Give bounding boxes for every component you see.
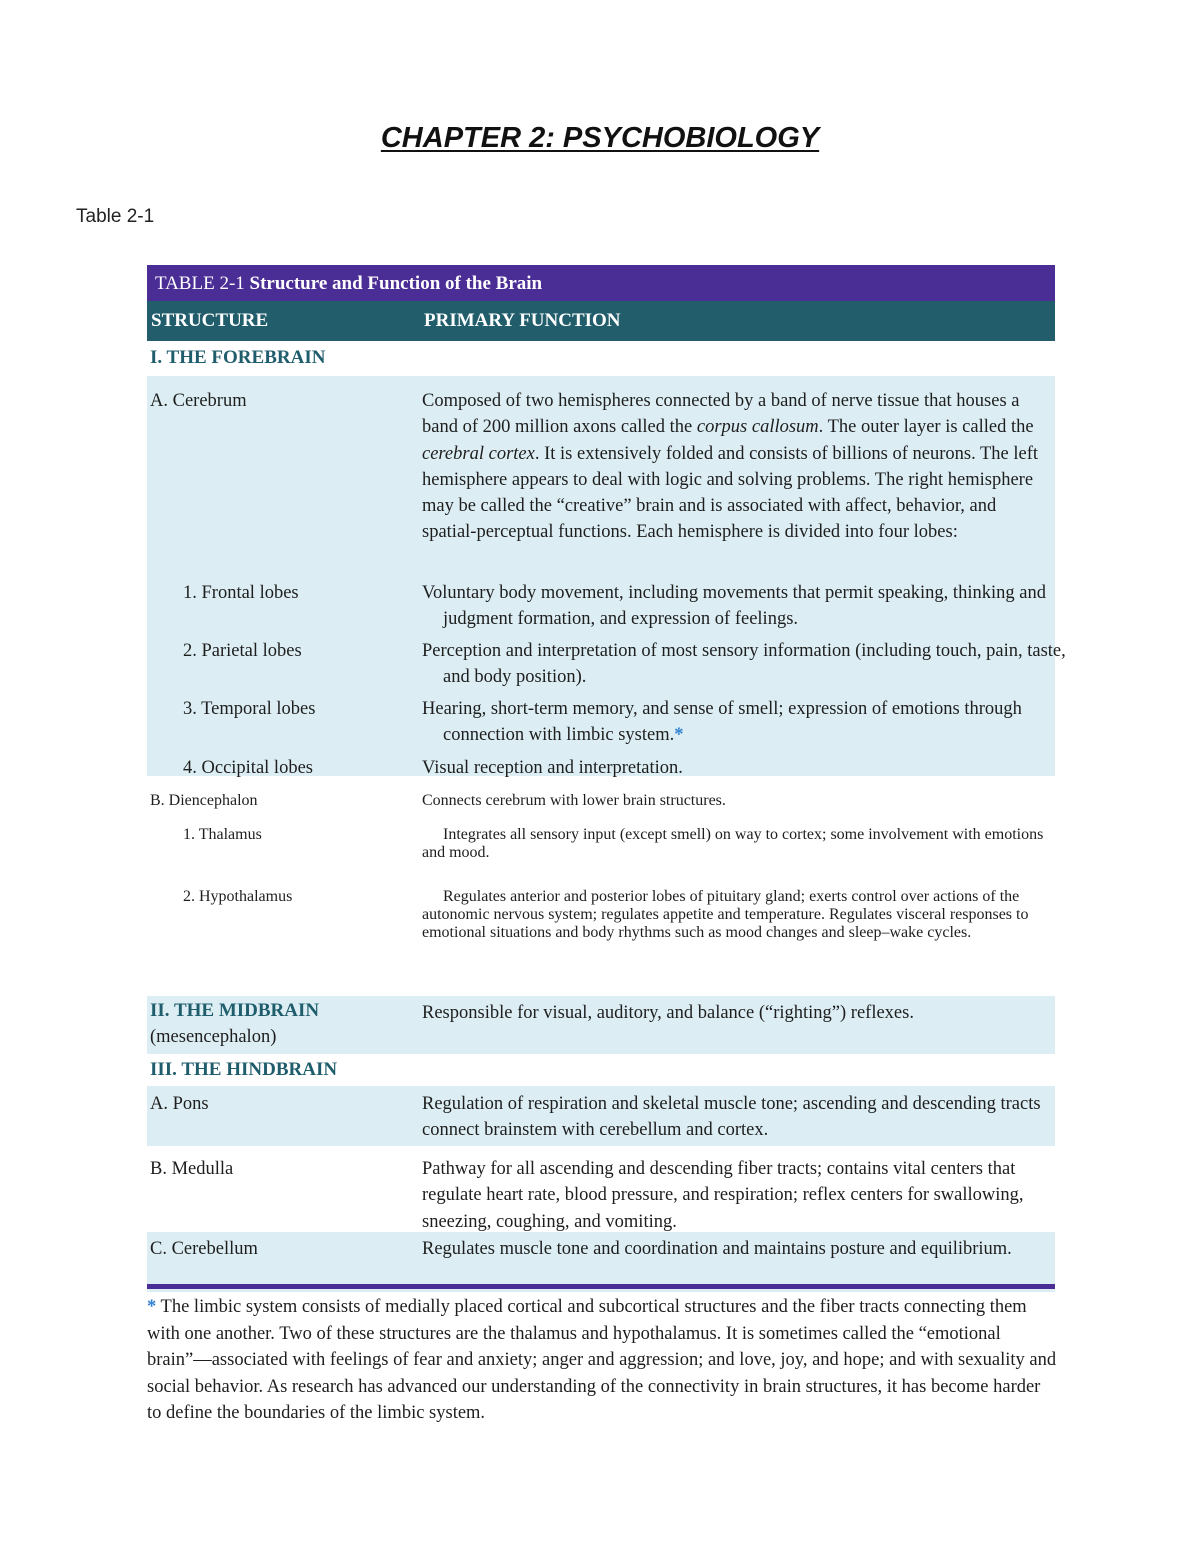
midbrain-function: Responsible for visual, auditory, and balance (“righting”) reflexes. <box>422 1003 914 1023</box>
header-function: PRIMARY FUNCTION <box>424 310 621 331</box>
lobe-function: Visual reception and interpretation. <box>422 758 683 778</box>
lobe-name: 3. Temporal lobes <box>183 699 316 719</box>
forebrain-heading-row <box>147 341 1055 376</box>
thalamus-name: 1. Thalamus <box>183 826 262 843</box>
table-label: Table 2-1 <box>76 206 155 227</box>
cerebrum-function: Composed of two hemispheres connected by a band of nerve tissue that houses a band of 200 million axons called the corpus callosum. The outer layer is called the cerebral cortex. It is extensively folded and consists of billions of neurons. The left hemisphere appears to deal with logic and solving problems. The right hemisphere may be called the “creative” brain and is associated with affect, behavior, and spatial-perceptual functions. Each hemisphere is divided into four lobes: <box>422 391 1039 543</box>
table-number: TABLE 2-1 <box>155 273 245 294</box>
cerebellum-block <box>147 1232 1055 1292</box>
diencephalon-name: B. Diencephalon <box>150 792 258 809</box>
table-bottom-rule <box>147 1284 1055 1289</box>
hindbrain-heading-row <box>147 1054 1055 1086</box>
lobe-function: Voluntary body movement, including movements that permit speaking, thinking and judgment formation, and expression of feelings. <box>422 583 1046 630</box>
limbic-footnote-mark: * <box>674 725 684 746</box>
cerebellum-function: Regulates muscle tone and coordination and maintains posture and equilibrium. <box>422 1239 1012 1259</box>
chapter-title: CHAPTER 2: PSYCHOBIOLOGY <box>380 122 820 154</box>
forebrain-heading: I. THE FOREBRAIN <box>150 347 326 368</box>
diencephalon-function: Connects cerebrum with lower brain structures. <box>422 792 726 809</box>
lobe-name: 4. Occipital lobes <box>183 758 313 778</box>
lobe-function: Hearing, short-term memory, and sense of smell; expression of emotions through connection with limbic system.* <box>422 699 1022 746</box>
cerebrum-name: A. Cerebrum <box>150 391 247 411</box>
midbrain-heading: II. THE MIDBRAIN <box>150 1000 320 1021</box>
medulla-name: B. Medulla <box>150 1159 234 1179</box>
table-title: Structure and Function of the Brain <box>249 273 543 294</box>
pons-name: A. Pons <box>150 1094 209 1114</box>
table-title-bar <box>147 265 1055 301</box>
midbrain-block <box>147 996 1055 1054</box>
lobe-name: 2. Parietal lobes <box>183 641 302 661</box>
corpus-callosum-term: corpus callosum <box>696 417 819 438</box>
hypothalamus-function: Regulates anterior and posterior lobes of pituitary gland; exerts control over actions of the autonomic nervous system; regulates appetite and temperature. Regulates visceral responses to emotional situations and body rhythms such as mood changes and sleep–wake cycles. <box>422 888 1029 941</box>
hypothalamus-name: 2. Hypothalamus <box>183 888 293 905</box>
brain-structure-table <box>147 265 1066 1292</box>
table-header <box>147 301 1055 341</box>
lobe-function: Perception and interpretation of most sensory information (including touch, pain, taste, and body position). <box>422 641 1066 688</box>
cerebellum-name: C. Cerebellum <box>150 1239 258 1259</box>
pons-block <box>147 1086 1055 1146</box>
cerebral-cortex-term: cerebral cortex <box>422 443 535 464</box>
midbrain-structure <box>150 998 319 1051</box>
thalamus-function: Integrates all sensory input (except smell) on way to cortex; some involvement with emotions and mood. <box>422 826 1044 861</box>
midbrain-subname: (mesencephalon) <box>150 1027 277 1048</box>
header-structure: STRUCTURE <box>151 310 269 331</box>
footnote-text: The limbic system consists of medially placed cortical and subcortical structures and the fiber tracts connecting them with one another. Two of these structures are the thalamus and hypothalamus. It is sometimes called the “emotional brain”—associated with feelings of fear and anxiety; anger and aggression; and love, joy, and hope; and with sexuality and social behavior. As research has advanced our understanding of the connectivity in brain structures, it has become harder to define the boundaries of the limbic system. <box>147 1297 1057 1423</box>
medulla-function: Pathway for all ascending and descending fiber tracts; contains vital centers that regulate heart rate, blood pressure, and respiration; reflex centers for swallowing, sneezing, coughing, and vomiting. <box>422 1159 1024 1232</box>
diencephalon-block <box>147 786 1055 996</box>
cerebrum-block <box>147 376 1066 778</box>
hindbrain-heading: III. THE HINDBRAIN <box>150 1059 338 1080</box>
pons-function: Regulation of respiration and skeletal muscle tone; ascending and descending tracts connect brainstem with cerebellum and cortex. <box>422 1094 1041 1141</box>
footnote-mark: * <box>147 1297 157 1317</box>
lobe-name: 1. Frontal lobes <box>183 583 299 603</box>
limbic-footnote <box>147 1294 1057 1427</box>
medulla-block <box>147 1152 1055 1232</box>
